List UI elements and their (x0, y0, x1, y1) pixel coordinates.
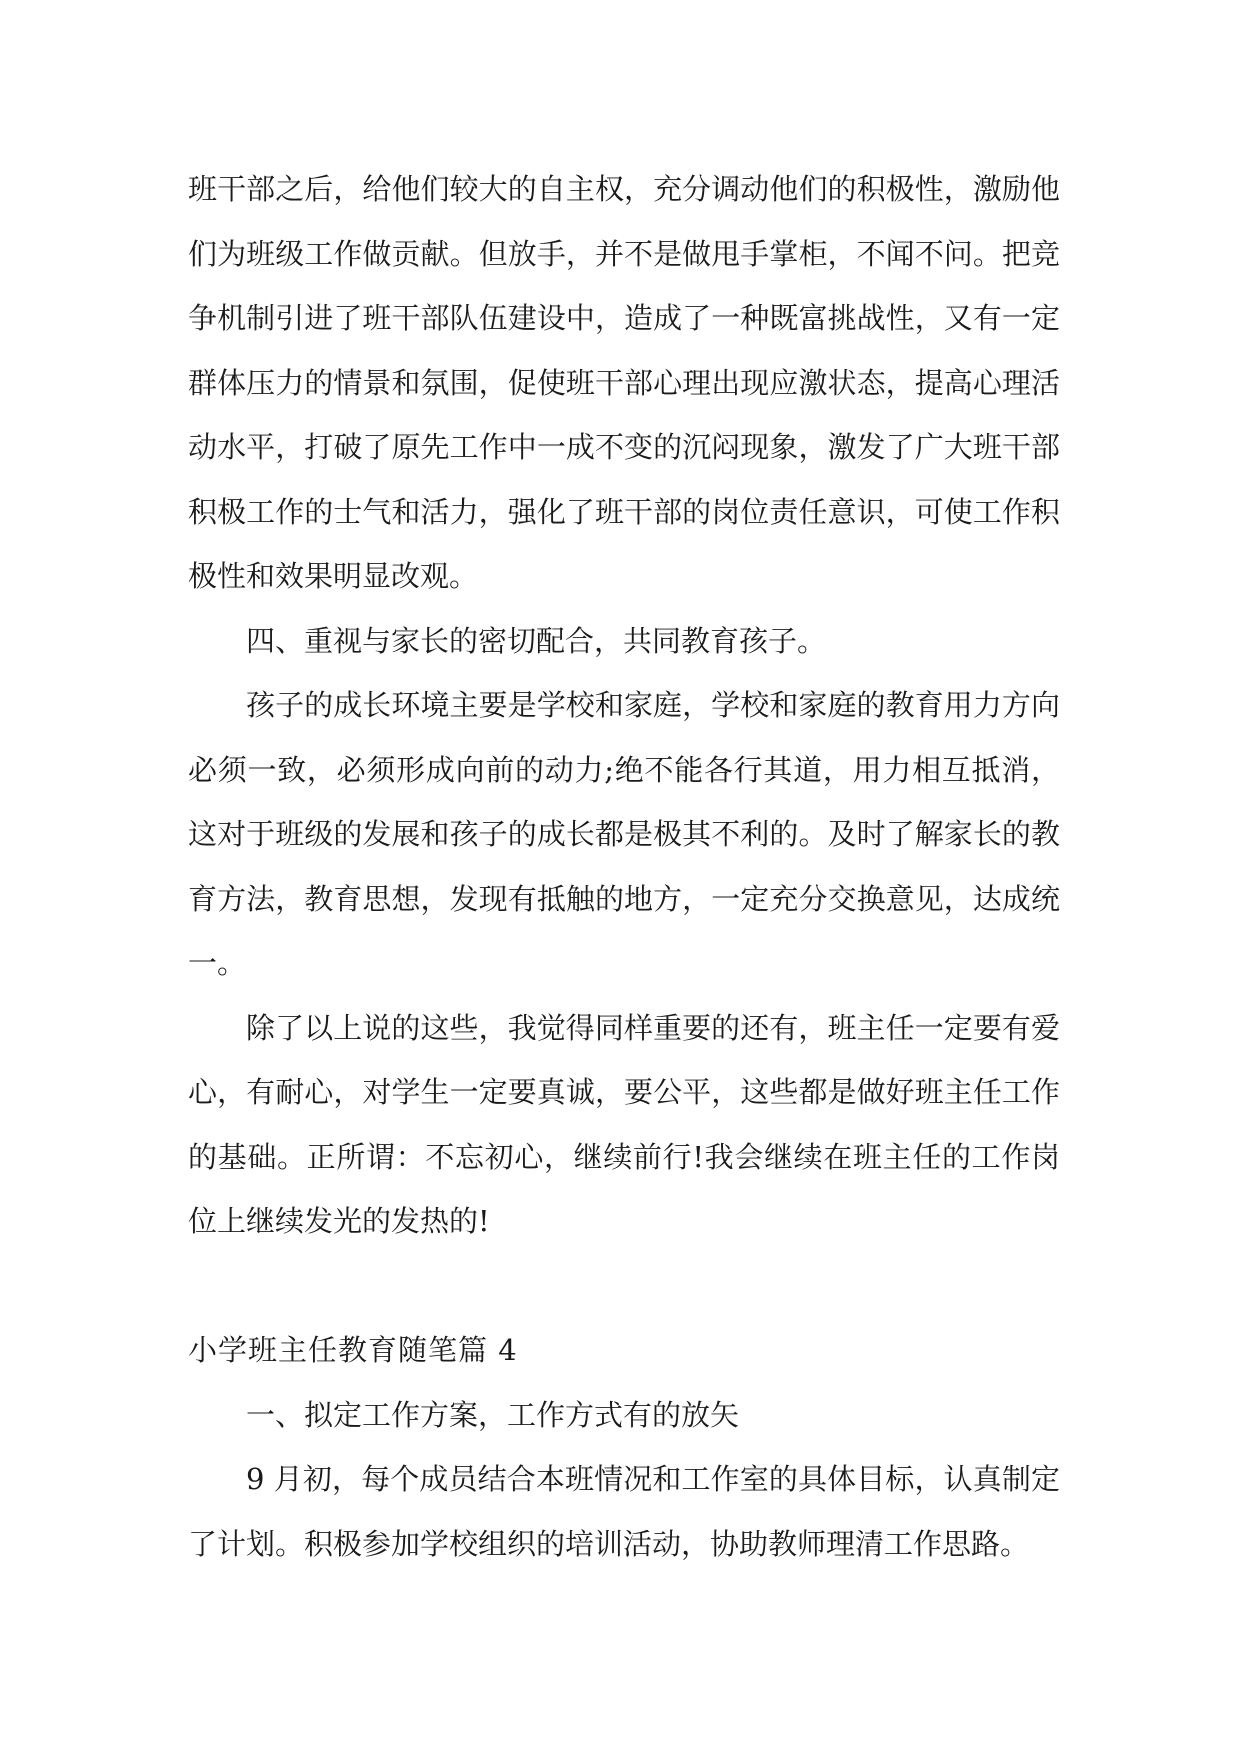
paragraph-plan-body: 9 月初，每个成员结合本班情况和工作室的具体目标，认真制定了计划。积极参加学校组织的培训活动，协助教师理清工作思路。 (188, 1462, 1060, 1561)
paragraph-family-cooperation: 孩子的成长环境主要是学校和家庭，学校和家庭的教育用力方向必须一致，必须形成向前的动力;绝不能各行其道，用力相互抵消，这对于班级的发展和孩子的成长都是极其不利的。及时了解家长的教育方法，教育思想，发现有抵触的地方，一定充分交换意见，达成统一。 (188, 688, 1060, 980)
paragraph-plan-heading: 一、拟定工作方案，工作方式有的放矢 (246, 1397, 740, 1432)
blank-line (188, 1254, 1060, 1319)
section-title: 小学班主任教育随笔篇 4 (188, 1333, 518, 1367)
paragraph-continuation: 班干部之后，给他们较大的自主权，充分调动他们的积极性，激励他们为班级工作做贡献。但放手，并不是做甩手掌柜，不闻不问。把竞争机制引进了班干部队伍建设中，造成了一种既富挑战性，又有一定群体压力的情景和氛围，促使班干部心理出现应激状态，提高心理活动水平，打破了原先工作中一成不变的沉闷现象，激发了广大班干部积极工作的士气和活力，强化了班干部的岗位责任意识，可使工作积极性和效果明显改观。 (188, 172, 1060, 593)
paragraph-conclusion: 除了以上说的这些，我觉得同样重要的还有，班主任一定要有爱心，有耐心，对学生一定要真诚，要公平，这些都是做好班主任工作的基础。正所谓：不忘初心，继续前行!我会继续在班主任的工作岗位上继续发光的发热的! (188, 1010, 1060, 1238)
paragraph-heading-four: 四、重视与家长的密切配合，共同教育孩子。 (246, 623, 827, 658)
document-body (188, 157, 1060, 1576)
